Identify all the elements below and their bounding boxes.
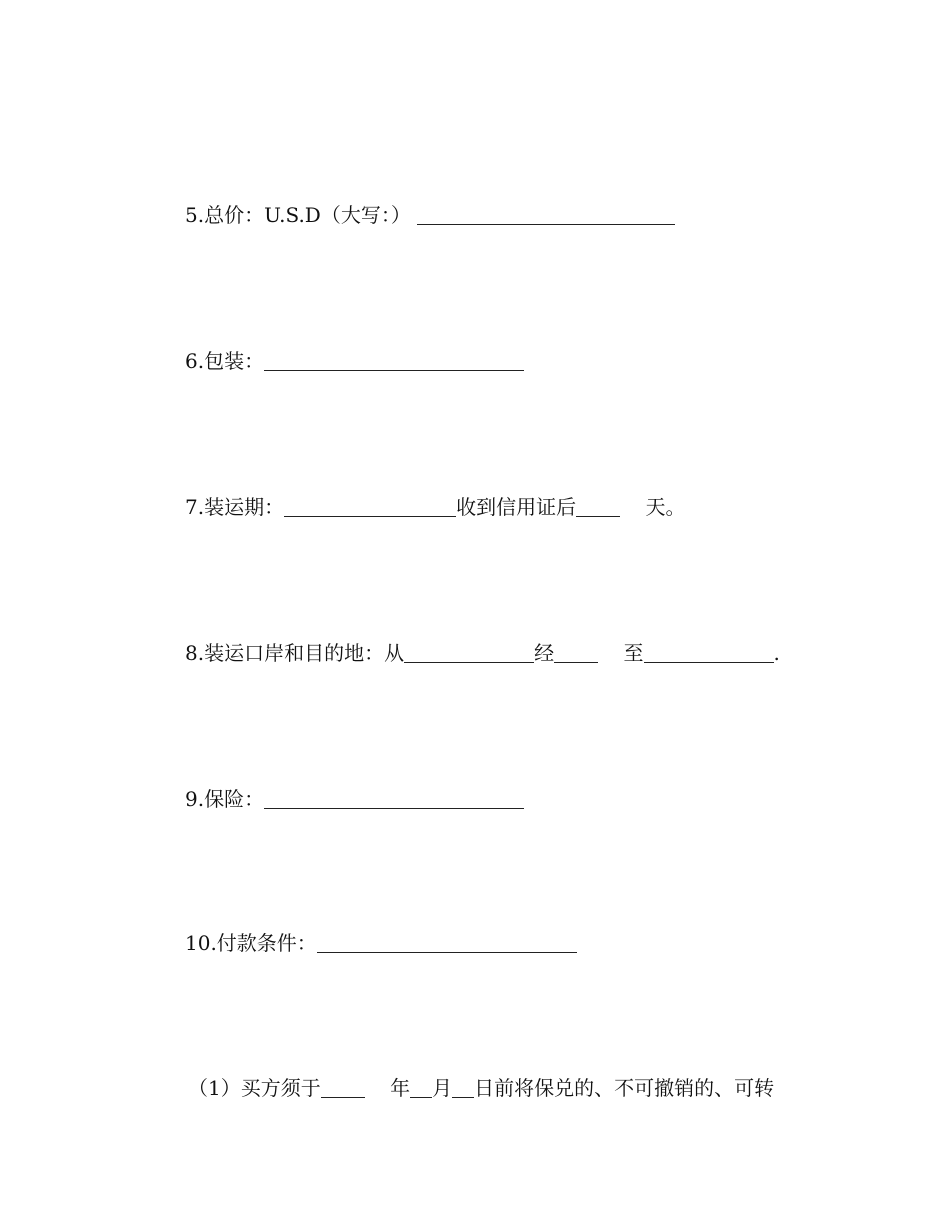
item-packing [185,347,524,375]
item-payment [185,929,577,957]
shipment-label: 7.装运期： [185,495,285,519]
item-insurance [185,785,524,813]
item-total-price [185,201,675,229]
insurance-blank[interactable] [264,788,524,809]
total-price-label: 5.总价：U.S.D（大写：） [185,203,411,227]
port-from-blank[interactable] [404,642,534,663]
ports-via-text: 经 [534,641,555,665]
clause1-day-blank[interactable] [452,1077,474,1098]
packing-label: 6.包装： [185,349,265,373]
ports-to-text: 至 [623,641,644,665]
insurance-label: 9.保险： [185,787,265,811]
port-to-blank[interactable] [644,642,774,663]
clause1-year-blank[interactable] [321,1077,365,1098]
clause1-month-blank[interactable] [410,1077,432,1098]
packing-blank[interactable] [264,350,524,371]
item-ports [185,639,780,667]
clause1-year-text: 年 [390,1076,411,1100]
shipment-days-blank[interactable] [576,496,620,517]
payment-label: 10.付款条件： [185,931,317,955]
clause-1 [188,1074,774,1102]
clause1-day-text: 日前将保兑的、不可撤销的、可转 [474,1076,775,1100]
ports-label: 8.装运口岸和目的地：从 [185,641,405,665]
shipment-end-text: 天。 [645,495,686,519]
total-price-blank[interactable] [417,204,675,225]
item-shipment [185,493,686,521]
ports-end-text: . [773,641,780,665]
shipment-period-blank[interactable] [284,496,456,517]
clause1-month-text: 月 [432,1076,453,1100]
payment-blank[interactable] [317,932,577,953]
shipment-after-text: 收到信用证后 [456,495,577,519]
port-via-blank[interactable] [554,642,598,663]
clause1-prefix: （1）买方须于 [188,1076,321,1100]
